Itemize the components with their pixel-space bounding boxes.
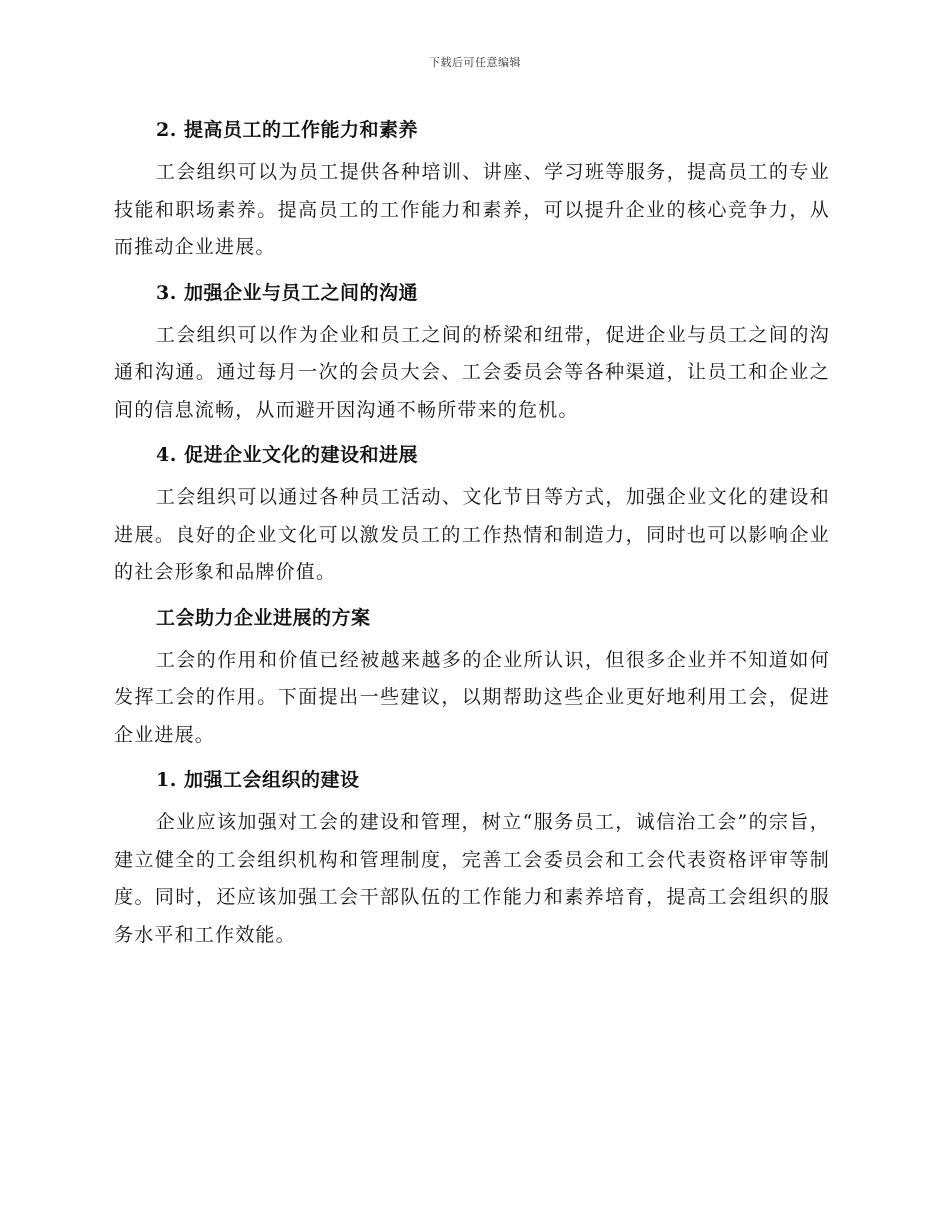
section-union-organization [114,762,830,954]
section-union-plan [114,600,830,755]
section-corporate-culture [114,437,830,592]
section-heading: 2. 提高员工的工作能力和素养 [156,119,418,141]
section-paragraph: 工会组织可以通过各种员工活动、文化节日等方式，加强企业文化的建设和进展。良好的企业文化可以激发员工的工作热情和制造力，同时也可以影响企业的社会形象和品牌价值。 [114,486,830,583]
page-header-note: 下载后可任意编辑 [429,56,521,69]
section-heading: 工会助力企业进展的方案 [156,606,371,629]
section-paragraph: 工会的作用和价值已经被越来越多的企业所认识，但很多企业并不知道如何发挥工会的作用。下面提出一些建议，以期帮助这些企业更好地利用工会，促进企业进展。 [114,648,830,746]
section-paragraph: 工会组织可以作为企业和员工之间的桥梁和纽带，促进企业与员工之间的沟通和沟通。通过每月一次的会员大会、工会委员会等各种渠道，让员工和企业之间的信息流畅，从而避开因沟通不畅所带来的危机。 [114,323,830,421]
section-paragraph: 工会组织可以为员工提供各种培训、讲座、学习班等服务，提高员工的专业技能和职场素养。提高员工的工作能力和素养，可以提升企业的核心竞争力，从而推动企业进展。 [114,161,830,258]
section-heading: 1. 加强工会组织的建设 [156,769,360,791]
section-strengthen-communication [114,275,830,430]
section-paragraph: 企业应该加强对工会的建设和管理，树立“服务员工，诚信治工会”的宗旨，建立健全的工会组织机构和管理制度，完善工会委员会和工会代表资格评审等制度。同时，还应该加强工会干部队伍的工作能力和素养培育，提高工会组织的服务水平和工作效能。 [114,811,830,946]
document-body [114,112,830,962]
section-heading: 4. 促进企业文化的建设和进展 [156,444,418,466]
section-heading: 3. 加强企业与员工之间的沟通 [156,281,418,304]
section-improve-ability [114,112,830,267]
